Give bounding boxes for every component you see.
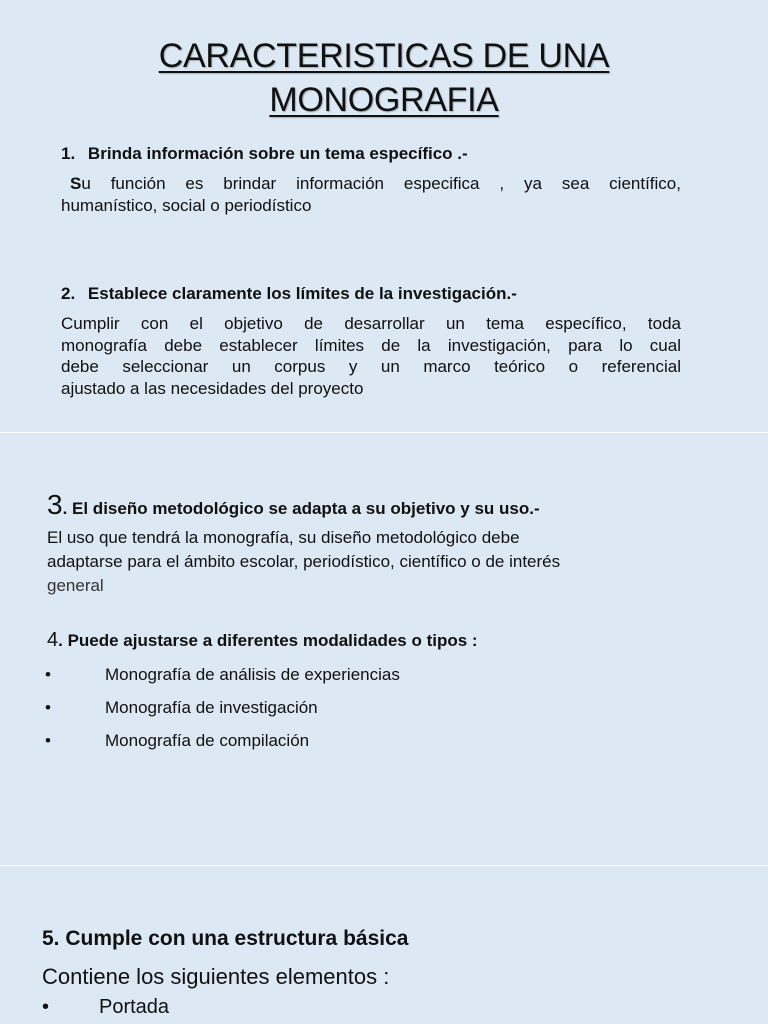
list-item-text: Monografía de análisis de experiencias [105, 665, 400, 684]
item-3-heading [47, 487, 540, 527]
list-item-text: Monografía de investigación [105, 698, 318, 717]
item-2-body-line-3: debe seleccionar un corpus y un marco teórico o referencial [61, 357, 681, 376]
item-2-body-line-4: ajustado a las necesidades del proyecto [61, 379, 364, 398]
item-1-body-line-1 [61, 173, 681, 195]
item-5-heading: 5. Cumple con una estructura básica [42, 927, 409, 950]
item-1-number: 1. [61, 144, 76, 163]
item-2-body-line-1: Cumplir con el objetivo de desarrollar un tema específico, toda [61, 314, 681, 333]
list-item [45, 731, 310, 751]
slide-title [0, 34, 768, 122]
item-2-body-line-2: monografía debe establecer límites de la investigación, para lo cual [61, 336, 681, 355]
slide-2 [0, 433, 768, 865]
item-4-number: 4 [47, 629, 59, 651]
item-2-heading-text: Establece claramente los límites de la investigación.- [87, 284, 517, 303]
title-line-1: CARACTERISTICAS DE UNA [158, 37, 610, 75]
item-5-intro: Contiene los siguientes elementos : [42, 964, 390, 989]
item-4-heading [47, 629, 478, 652]
bullet-glyph: • [42, 996, 50, 1018]
list-item-text: Monografía de compilación [105, 731, 310, 750]
item-1-body-text-1: u función es brindar información especifica , ya sea científico, [81, 174, 681, 193]
bullet-glyph: • [45, 698, 51, 717]
list-item [45, 665, 400, 685]
item-1-heading-text: Brinda información sobre un tema específico .- [87, 144, 468, 163]
slide-1 [0, 0, 768, 432]
item-1-body-line-2: humanístico, social o periodístico [61, 196, 312, 215]
title-line-2: MONOGRAFIA [269, 81, 499, 119]
item-4-heading-text: . Puede ajustarse a diferentes modalidades o tipos : [58, 631, 478, 650]
item-2-number: 2. [61, 284, 76, 303]
item-3-body-line-3: general [47, 576, 104, 595]
item-3-number: 3 [47, 489, 63, 520]
item-3-heading-text: . El diseño metodológico se adapta a su objetivo y su uso.- [62, 499, 540, 518]
item-1-heading [61, 144, 468, 164]
slide-3 [0, 866, 768, 1024]
list-item-text: Portada [99, 996, 170, 1018]
item-3-body-line-2: adaptarse para el ámbito escolar, periodístico, científico o de interés [47, 552, 561, 571]
item-2-heading [61, 284, 517, 304]
bullet-glyph: • [45, 665, 51, 684]
list-item [45, 698, 318, 718]
list-item [42, 996, 170, 1019]
item-3-body-line-1: El uso que tendrá la monografía, su diseño metodológico debe [47, 528, 520, 547]
item-1-initial: S [70, 174, 82, 193]
bullet-glyph: • [45, 731, 51, 750]
